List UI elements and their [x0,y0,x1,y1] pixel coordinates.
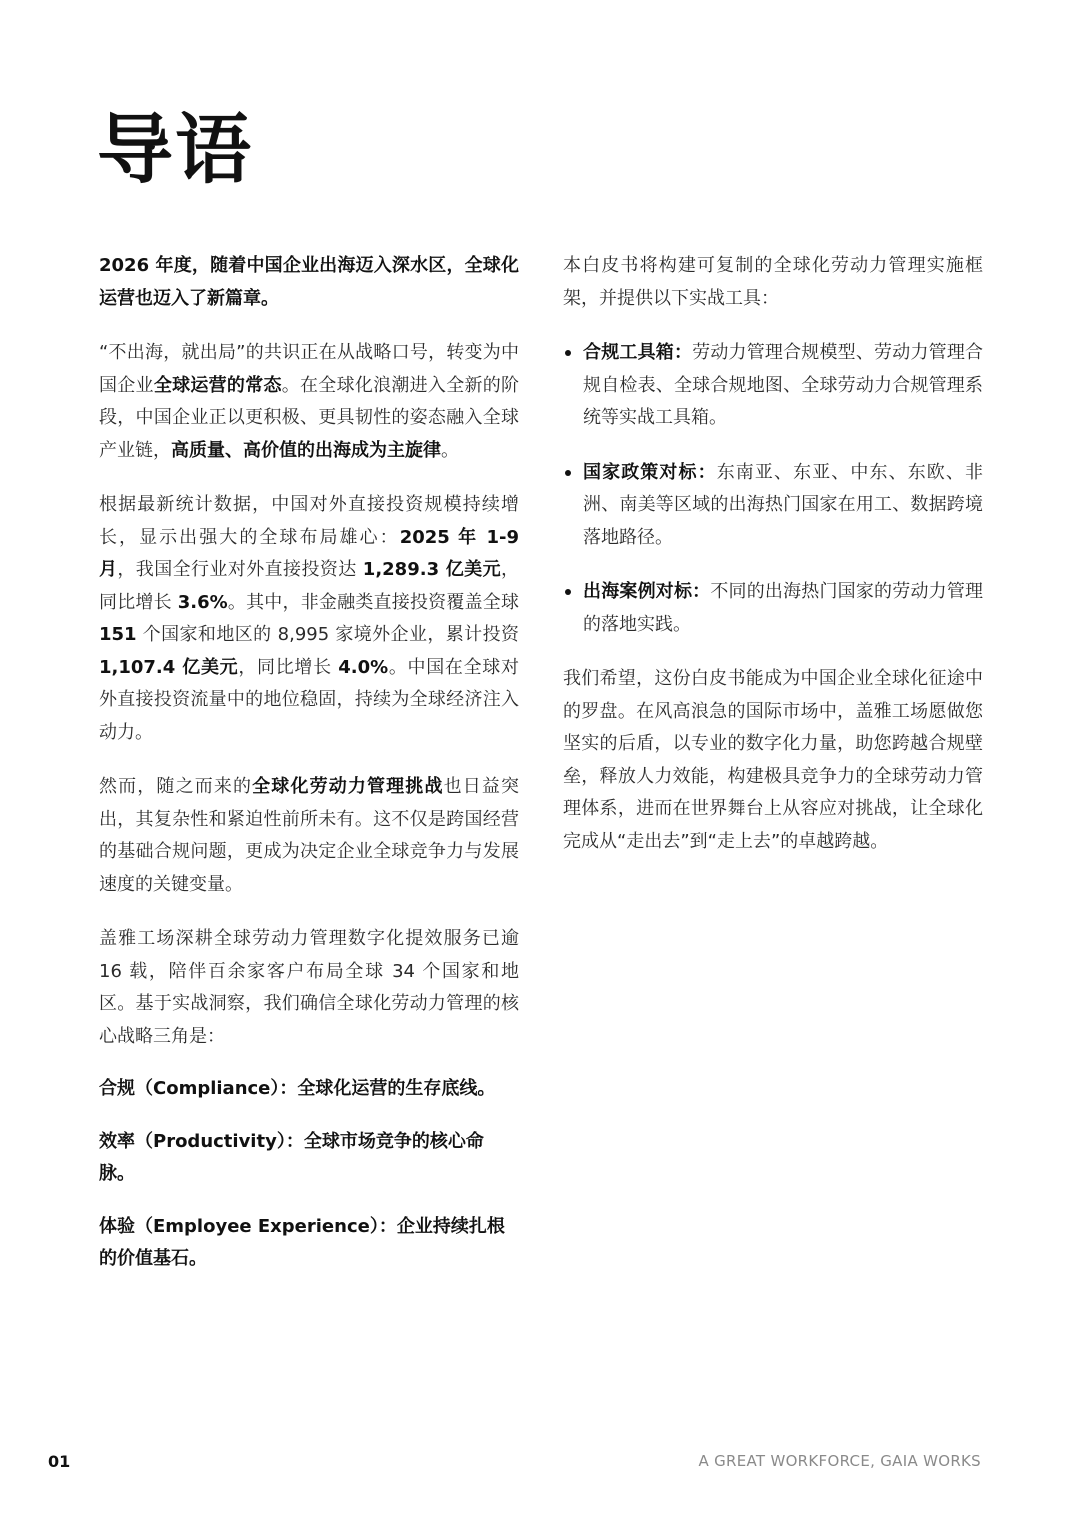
tool-list [563,337,983,641]
pillar-compliance: 合规（Compliance）：全球化运营的生存底线。 [99,1078,496,1099]
list-item: 出海案例对标：不同的出海热门国家的劳动力管理的落地实践。 [563,576,983,641]
pillar-productivity: 效率（Productivity）：全球市场竞争的核心命脉。 [99,1130,484,1184]
list-item: 国家政策对标：东南亚、东亚、中东、东欧、非洲、南美等区域的出海热门国家在用工、数据跨境落地路径。 [563,457,983,555]
paragraph-closing: 我们希望，这份白皮书能成为中国企业全球化征途中的罗盘。在风高浪急的国际市场中，盖雅工场愿做您坚实的后盾，以专业的数字化力量，助您跨越合规壁垒，释放人力效能，构建极具竞争力的全球劳动力管理体系，进而在世界舞台上从容应对挑战，让全球化完成从“走出去”到“走上去”的卓越跨越。 [563,668,983,852]
left-column [99,250,519,1276]
pillar-experience: 体验（Employee Experience）：企业持续扎根的价值基石。 [99,1215,505,1269]
paragraph-challenge: 然而，随之而来的全球化劳动力管理挑战也日益突出，其复杂性和紧迫性前所未有。这不仅是跨国经营的基础合规问题，更成为决定企业全球竞争力与发展速度的关键变量。 [99,776,520,895]
paragraph-investment-stats: 根据最新统计数据，中国对外直接投资规模持续增长，显示出强大的全球布局雄心：2025 年 1-9 月，我国全行业对外直接投资达 1,289.3 亿美元，同比增长 3.6%。其中，非金融类直接投资覆盖全球 151 个国家和地区的 8,995 家境外企业，累计投资 1,107.4 亿美元，同比增长 4.0%。中国在全球对外直接投资流量中的地位稳固，持续为全球经济注入动力。 [99,494,519,743]
page-title: 导语 [97,105,253,194]
footer-tagline: A GREAT WORKFORCE, GAIA WORKS [698,1452,981,1470]
right-column [563,250,983,858]
paragraph-framework-intro: 本白皮书将构建可复制的全球化劳动力管理实施框架，并提供以下实战工具： [563,255,983,309]
page-number: 01 [48,1452,71,1471]
list-item: 合规工具箱：劳动力管理合规模型、劳动力管理合规自检表、全球合规地图、全球劳动力合规管理系统等实战工具箱。 [563,337,983,435]
paragraph-company-intro: 盖雅工场深耕全球劳动力管理数字化提效服务已逾 16 载，陪伴百余家客户布局全球 34 个国家和地区。基于实战洞察，我们确信全球化劳动力管理的核心战略三角是： [99,928,519,1047]
lead-paragraph: 2026 年度，随着中国企业出海迈入深水区，全球化运营也迈入了新篇章。 [99,255,519,309]
paragraph-going-global: “不出海，就出局”的共识正在从战略口号，转变为中国企业全球运营的常态。在全球化浪潮进入全新的阶段，中国企业正以更积极、更具韧性的姿态融入全球产业链，高质量、高价值的出海成为主旋律。 [99,342,520,461]
